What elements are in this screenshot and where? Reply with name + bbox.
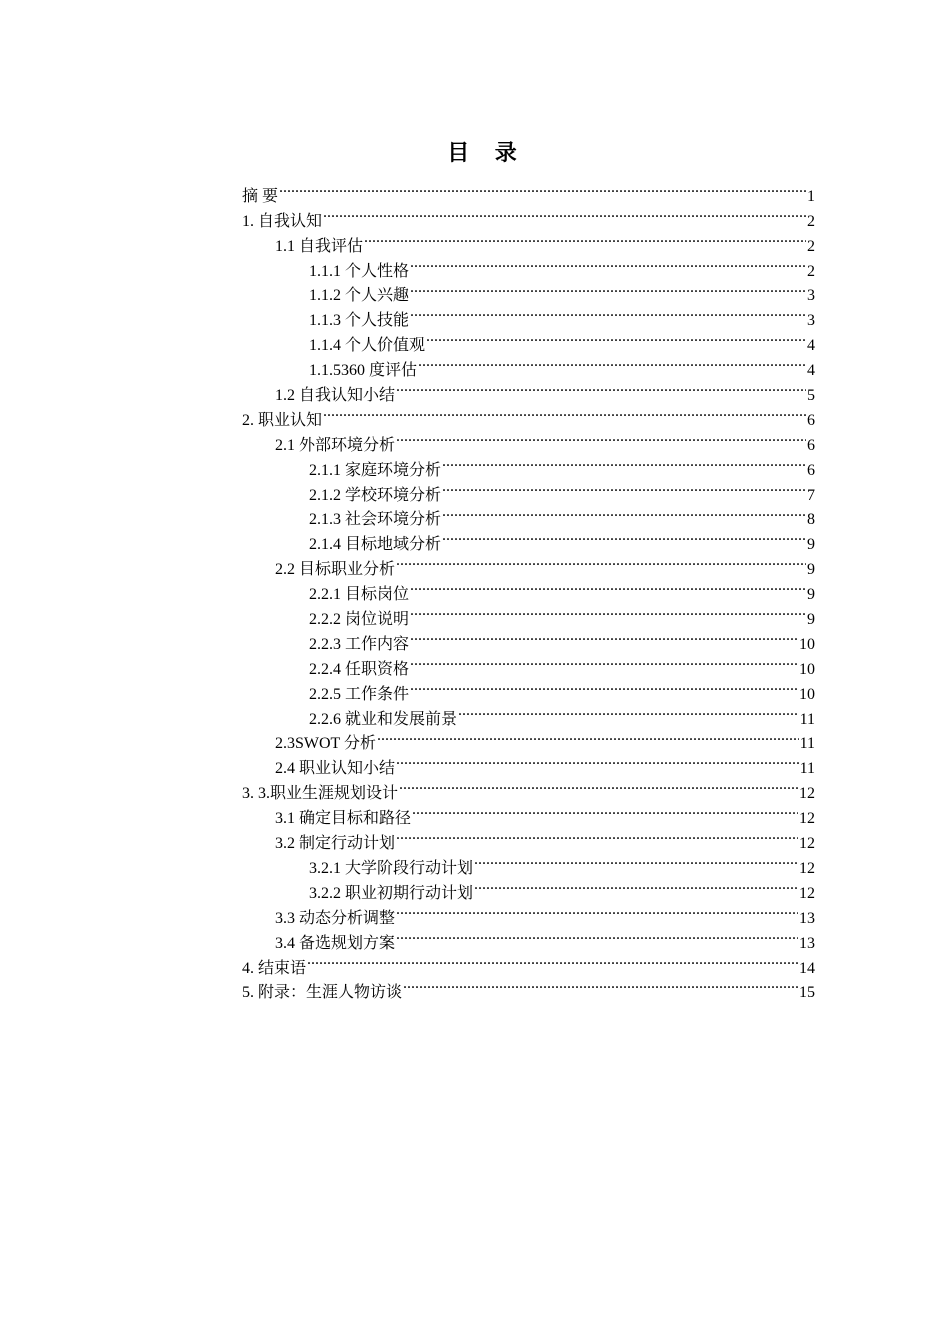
dot-leader [412,798,798,823]
toc-entry-page-number: 9 [807,561,815,579]
toc-entry-label: 3.2.2 职业初期行动计划 [309,884,474,902]
toc-entry-label: 2.3SWOT 分析 [275,735,377,753]
toc-entry-page-number: 6 [807,461,815,479]
dot-leader [323,201,806,226]
toc-entry-label: 3.2 制定行动计划 [275,835,396,853]
dot-leader [474,848,798,873]
toc-entry-label: 3.3 动态分析调整 [275,909,396,927]
toc-entry[interactable] [242,973,815,1002]
toc-entry-page-number: 14 [799,959,815,977]
toc-entry-label: 2.2.3 工作内容 [309,635,410,653]
toc-entry-page-number: 11 [799,735,815,753]
toc-entry-label: 3.1 确定目标和路径 [275,810,412,828]
toc-entry-page-number: 2 [807,262,815,280]
toc-entry[interactable] [242,400,815,429]
toc-entry-page-number: 9 [807,611,815,629]
toc-entry-label: 2.1.2 学校环境分析 [309,486,442,504]
dot-leader [396,375,806,400]
toc-entry-page-number: 7 [807,486,815,504]
toc-entry-page-number: 4 [807,362,815,380]
toc-entry[interactable] [242,425,815,454]
toc-entry-page-number: 6 [807,436,815,454]
dot-leader [410,276,806,301]
toc-entry-label: 摘 要 [242,187,279,205]
toc-entry-label: 1.1.5360 度评估 [309,362,418,380]
dot-leader [410,599,806,624]
toc-entry-page-number: 9 [807,586,815,604]
toc-entry-label: 1.1 自我评估 [275,237,364,255]
toc-entry[interactable] [242,226,815,255]
toc-entry-label: 2.1.3 社会环境分析 [309,511,442,529]
dot-leader [410,251,806,276]
dot-leader [396,748,799,773]
toc-entry-label: 2.2.2 岗位说明 [309,611,410,629]
dot-leader [399,773,798,798]
toc-entry-page-number: 2 [807,237,815,255]
toc-entry-label: 2.1 外部环境分析 [275,436,396,454]
toc-entry-page-number: 6 [807,411,815,429]
toc-entry[interactable] [242,201,815,230]
table-of-contents [242,176,815,1002]
dot-leader [418,350,806,375]
toc-entry-label: 2.4 职业认知小结 [275,760,396,778]
toc-entry-label: 2. 职业认知 [242,411,323,429]
toc-entry-page-number: 12 [799,785,815,803]
dot-leader [377,724,799,749]
toc-entry-page-number: 11 [799,710,815,728]
toc-entry-page-number: 3 [807,312,815,330]
toc-entry-label: 2.2.6 就业和发展前景 [309,710,458,728]
dot-leader [474,873,798,898]
toc-entry-label: 2.2.1 目标岗位 [309,586,410,604]
toc-entry-page-number: 1 [807,187,815,205]
toc-entry-label: 1.1.4 个人价值观 [309,337,426,355]
toc-entry-label: 1.1.2 个人兴趣 [309,287,410,305]
dot-leader [396,823,798,848]
dot-leader [396,549,806,574]
toc-entry-page-number: 12 [799,810,815,828]
toc-entry-label: 2.2.4 任职资格 [309,660,410,678]
dot-leader [442,475,806,500]
toc-entry-page-number: 10 [799,635,815,653]
dot-leader [426,325,806,350]
dot-leader [458,699,799,724]
toc-entry-page-number: 8 [807,511,815,529]
toc-entry-page-number: 12 [799,835,815,853]
toc-entry-page-number: 11 [799,760,815,778]
toc-entry-page-number: 15 [799,984,815,1002]
toc-entry-page-number: 2 [807,212,815,230]
toc-entry-page-number: 4 [807,337,815,355]
toc-entry-label: 1.1.3 个人技能 [309,312,410,330]
dot-leader [307,948,798,973]
toc-entry-label: 2.2 目标职业分析 [275,561,396,579]
dot-leader [442,524,806,549]
dot-leader [396,898,798,923]
toc-entry-label: 5. 附录：生涯人物访谈 [242,984,403,1002]
toc-entry-label: 4. 结束语 [242,959,307,977]
dot-leader [396,425,806,450]
dot-leader [410,574,806,599]
dot-leader [403,973,798,998]
toc-entry-label: 1.2 自我认知小结 [275,387,396,405]
toc-entry-page-number: 3 [807,287,815,305]
dot-leader [410,300,806,325]
dot-leader [442,500,806,525]
toc-entry-page-number: 5 [807,387,815,405]
toc-entry-label: 2.1.1 家庭环境分析 [309,461,442,479]
page-title: 目 录 [447,140,527,165]
toc-entry-page-number: 12 [799,859,815,877]
toc-entry[interactable] [242,176,815,205]
dot-leader [396,923,798,948]
toc-entry-label: 3.4 备选规划方案 [275,934,396,952]
toc-entry-page-number: 10 [799,685,815,703]
dot-leader [364,226,806,251]
toc-entry-label: 1.1.1 个人性格 [309,262,410,280]
toc-entry-label: 3.2.1 大学阶段行动计划 [309,859,474,877]
dot-leader [323,400,806,425]
toc-entry-label: 2.2.5 工作条件 [309,685,410,703]
toc-entry-page-number: 10 [799,660,815,678]
toc-entry-page-number: 13 [799,909,815,927]
dot-leader [442,450,806,475]
toc-entry-label: 3. 3.职业生涯规划设计 [242,785,399,803]
toc-entry-page-number: 9 [807,536,815,554]
toc-entry-label: 2.1.4 目标地域分析 [309,536,442,554]
dot-leader [410,624,798,649]
toc-entry[interactable] [242,948,815,977]
dot-leader [410,674,798,699]
toc-entry-page-number: 13 [799,934,815,952]
toc-entry-page-number: 12 [799,884,815,902]
dot-leader [410,649,798,674]
toc-entry-label: 1. 自我认知 [242,212,323,230]
dot-leader [279,176,806,201]
